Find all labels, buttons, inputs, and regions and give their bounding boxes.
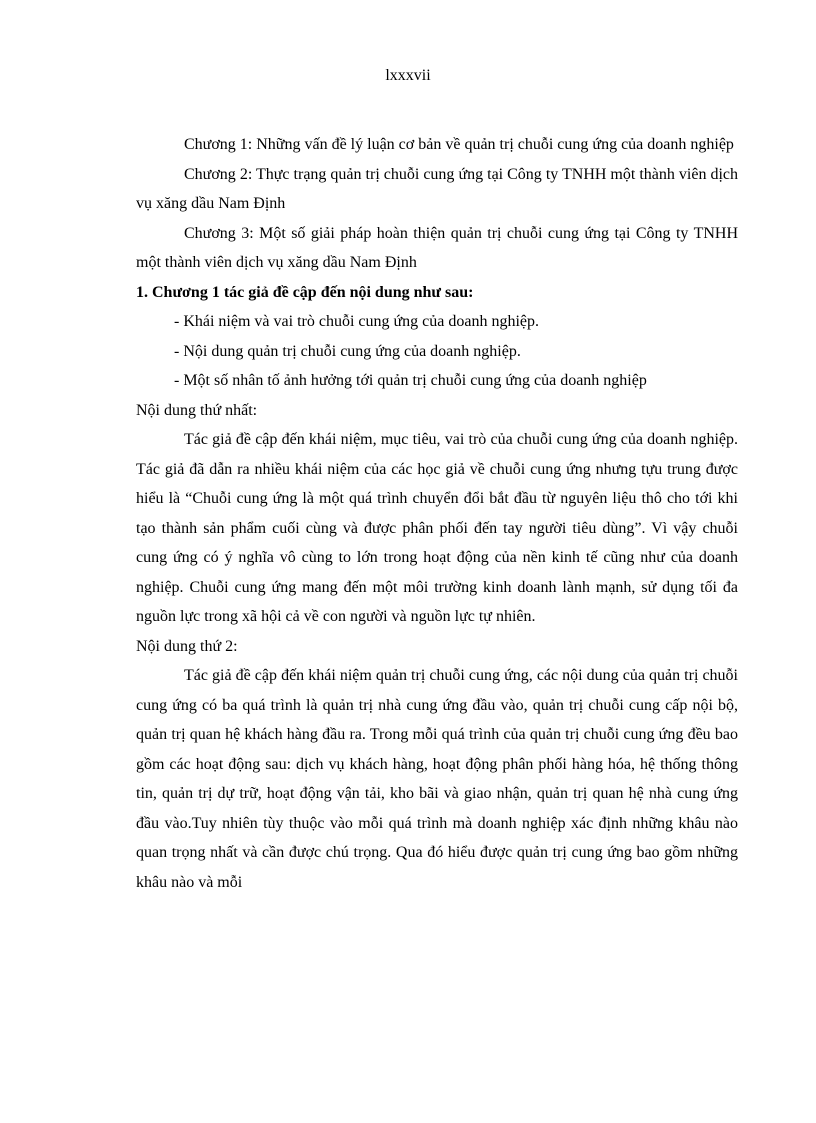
section-heading-chapter-1: 1. Chương 1 tác giả đề cập đến nội dung như sau: [136, 283, 474, 301]
content-label-second: Nội dung thứ 2: [136, 637, 238, 655]
bullet-item: - Một số nhân tố ảnh hưởng tới quản trị chuỗi cung ứng của doanh nghiệp [174, 372, 647, 389]
page-number: lxxxvii [385, 67, 431, 84]
content-paragraph-second: Tác giả đề cập đến khái niệm quản trị chuỗi cung ứng, các nội dung của quản trị chuỗi cung ứng có ba quá trình là quản trị nhà cung ứng đầu vào, quản trị chuỗi cung cấp nội bộ, quản trị quan hệ khách hàng đầu ra. Trong mỗi quá trình của quản trị chuỗi cung ứng đều bao gồm các hoạt động sau: dịch vụ khách hàng, hoạt động phân phối hàng hóa, hệ thống thông tin, quản trị dự trữ, hoạt động vận tải, kho bãi và giao nhận, quản trị quan hệ nhà cung ứng đầu vào.Tuy nhiên tùy thuộc vào mỗi quá trình mà doanh nghiệp xác định những khâu nào quan trọng nhất và cần được chú trọng. Qua đó hiểu được quản trị cung ứng bao gồm những khâu nào và mỗi [136, 667, 738, 891]
content-label-first: Nội dung thứ nhất: [136, 401, 258, 419]
bullet-item: - Nội dung quản trị chuỗi cung ứng của doanh nghiệp. [174, 342, 521, 360]
chapter-1-summary: Chương 1: Những vấn đề lý luận cơ bản về quản trị chuỗi cung ứng của doanh nghiệp [184, 136, 734, 153]
content-paragraph-first: Tác giả đề cập đến khái niệm, mục tiêu, vai trò của chuỗi cung ứng của doanh nghiệp. Tác giả đã dẫn ra nhiều khái niệm của các học giả về chuỗi cung ứng nhưng tựu trung được hiểu là “Chuỗi cung ứng là một quá trình chuyển đổi bắt đầu từ nguyên liệu thô cho tới khi tạo thành sản phẩm cuối cùng và được phân phối đến tay người tiêu dùng”. Vì vậy chuỗi cung ứng có ý nghĩa vô cùng to lớn trong hoạt động của nền kinh tế cũng như của doanh nghiệp. Chuỗi cung ứng mang đến một môi trường kinh doanh lành mạnh, sử dụng tối đa nguồn lực trong xã hội cả về con người và nguồn lực tự nhiên. [136, 431, 738, 625]
chapter-2-summary: Chương 2: Thực trạng quản trị chuỗi cung ứng tại Công ty TNHH một thành viên dịch vụ xăng dầu Nam Định [136, 165, 738, 212]
document-body [136, 130, 738, 897]
chapter-3-summary: Chương 3: Một số giải pháp hoàn thiện quản trị chuỗi cung ứng tại Công ty TNHH một thành viên dịch vụ xăng dầu Nam Định [136, 224, 738, 271]
bullet-item: - Khái niệm và vai trò chuỗi cung ứng của doanh nghiệp. [174, 313, 540, 330]
